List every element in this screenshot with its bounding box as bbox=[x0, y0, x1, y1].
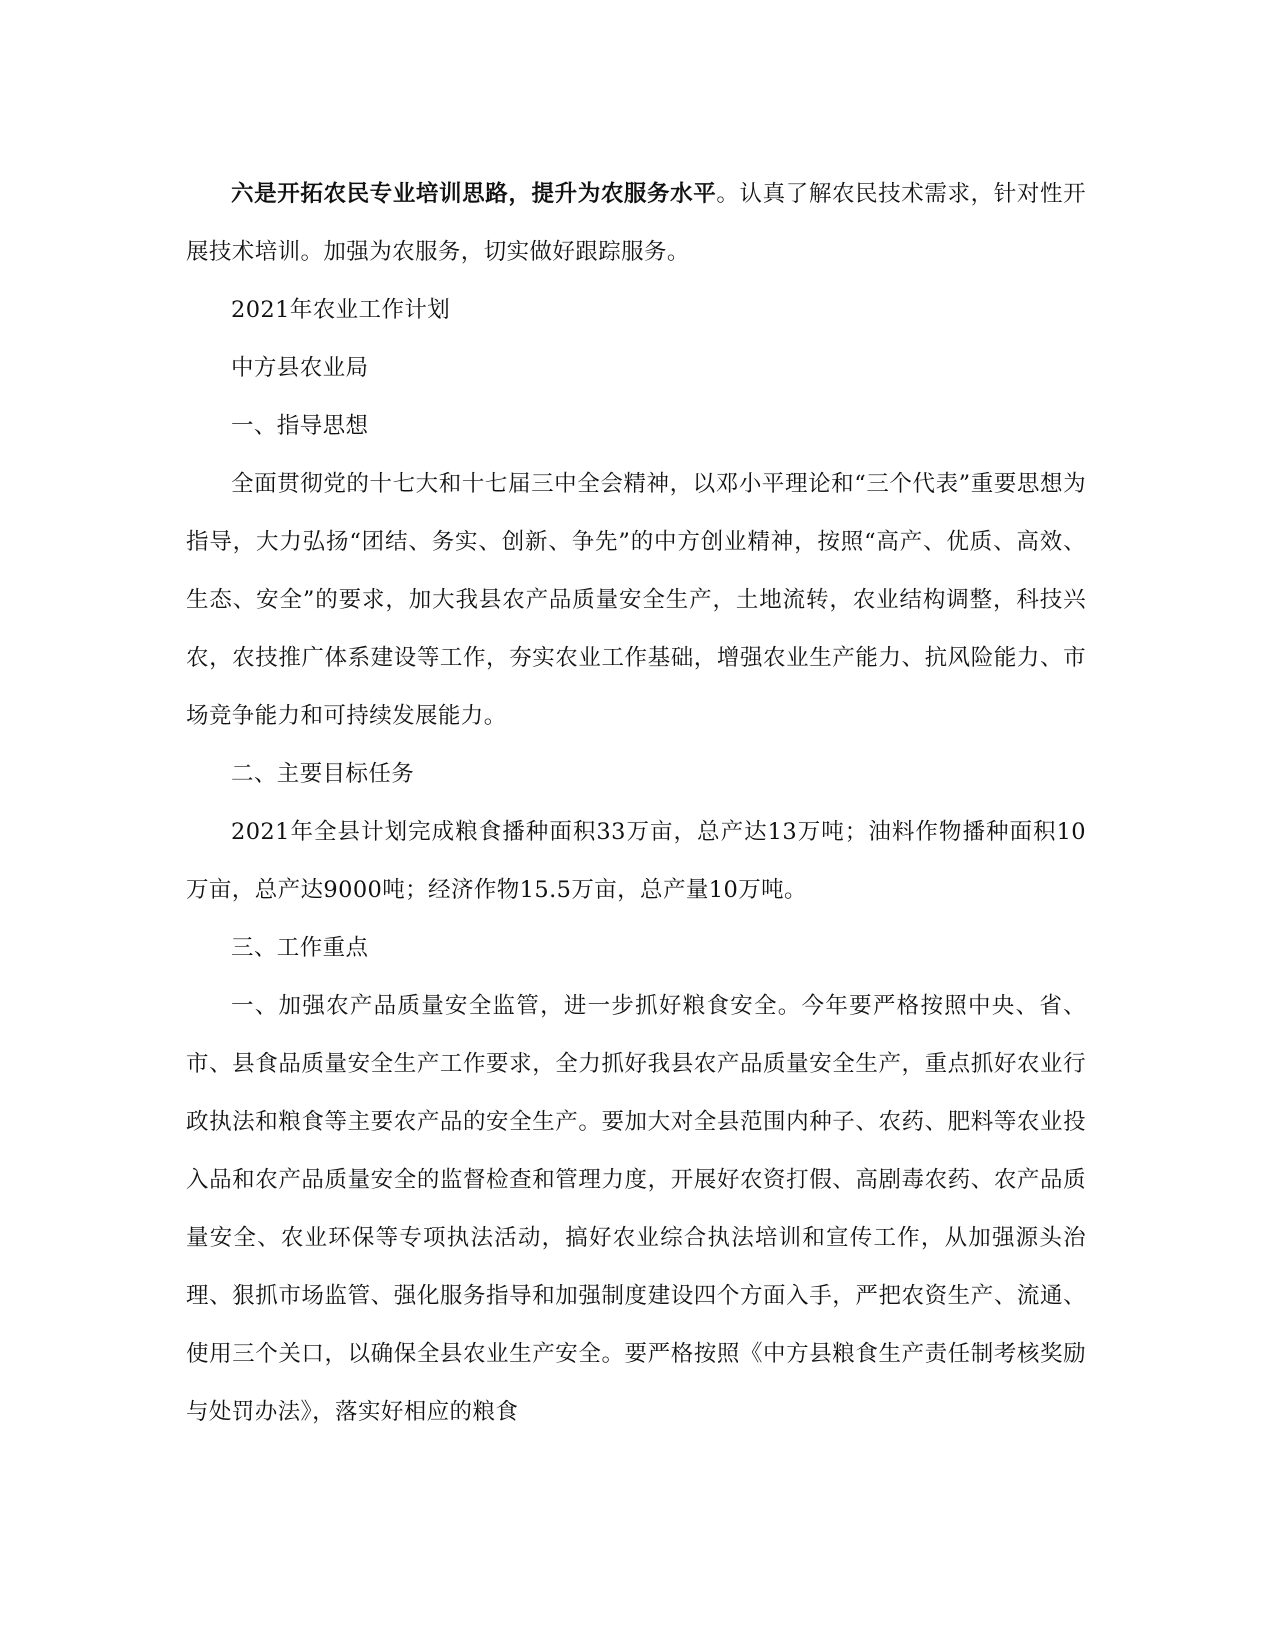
document-body bbox=[186, 165, 1086, 1441]
document-title: 2021年农业工作计划 bbox=[231, 297, 451, 323]
paragraph-training bbox=[186, 165, 1086, 281]
section-heading-guiding: 一、指导思想 bbox=[231, 413, 369, 439]
paragraph-guiding: 全面贯彻党的十七大和十七届三中全会精神，以邓小平理论和“三个代表”重要思想为指导，大力弘扬“团结、务实、创新、争先”的中方创业精神，按照“高产、优质、高效、生态、安全”的要求，加大我县农产品质量安全生产，土地流转，农业结构调整，科技兴农，农技推广体系建设等工作，夯实农业工作基础，增强农业生产能力、抗风险能力、市场竞争能力和可持续发展能力。 bbox=[186, 471, 1086, 729]
paragraph-training-heading: 六是开拓农民专业培训思路，提升为农服务水平 bbox=[231, 181, 717, 207]
paragraph-targets: 2021年全县计划完成粮食播种面积33万亩，总产达13万吨；油料作物播种面积10万亩，总产达9000吨；经济作物15.5万亩，总产量10万吨。 bbox=[186, 819, 1086, 903]
paragraph-focus: 一、加强农产品质量安全监管，进一步抓好粮食安全。今年要严格按照中央、省、市、县食品质量安全生产工作要求，全力抓好我县农产品质量安全生产，重点抓好农业行政执法和粮食等主要农产品的安全生产。要加大对全县范围内种子、农药、肥料等农业投入品和农产品质量安全的监督检查和管理力度，开展好农资打假、高剧毒农药、农产品质量安全、农业环保等专项执法活动，搞好农业综合执法培训和宣传工作，从加强源头治理、狠抓市场监管、强化服务指导和加强制度建设四个方面入手，严把农资生产、流通、使用三个关口，以确保全县农业生产安全。要严格按照《中方县粮食生产责任制考核奖励与处罚办法》，落实好相应的粮食 bbox=[186, 993, 1086, 1425]
section-heading-targets: 二、主要目标任务 bbox=[231, 761, 415, 787]
section-heading-focus: 三、工作重点 bbox=[231, 935, 369, 961]
paragraph-training-text: 。认真了解农民技术需求，针对性开展技术培训。加强为农服务，切实做好跟踪服务。 bbox=[186, 181, 1086, 265]
document-organization: 中方县农业局 bbox=[231, 355, 369, 381]
